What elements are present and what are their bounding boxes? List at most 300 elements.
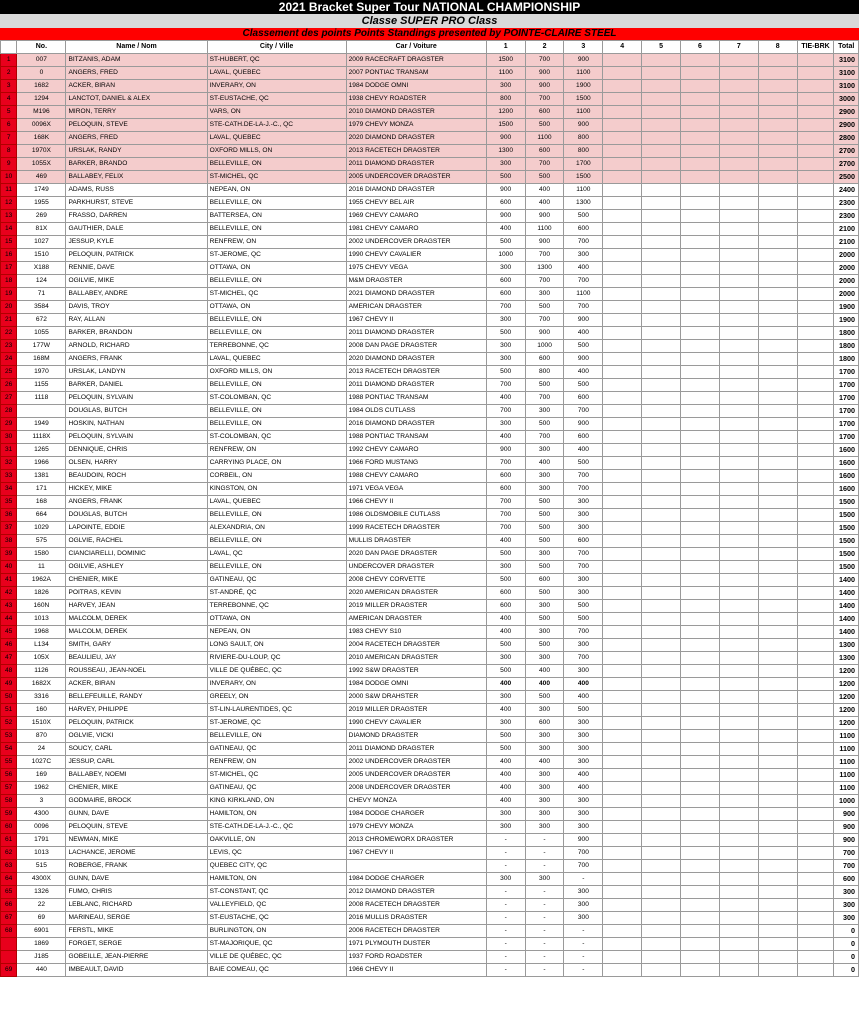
city-cell: BELLEVILLE, ON <box>207 730 346 743</box>
race-3-points-cell: 300 <box>564 756 603 769</box>
race-1-points-cell: 800 <box>486 93 525 106</box>
race-2-points-cell: 600 <box>525 717 564 730</box>
race-6-points-cell <box>681 665 720 678</box>
rank-cell: 49 <box>1 678 17 691</box>
race-3-points-cell: - <box>564 873 603 886</box>
race-6-points-cell <box>681 782 720 795</box>
rank-cell: 18 <box>1 275 17 288</box>
race-4-points-cell <box>603 275 642 288</box>
race-8-points-cell <box>758 80 797 93</box>
race-6-points-cell <box>681 405 720 418</box>
race-2-points-cell: - <box>525 951 564 964</box>
tie-break-cell <box>797 67 834 80</box>
race-4-points-cell <box>603 938 642 951</box>
rank-cell: 42 <box>1 587 17 600</box>
rank-cell: 13 <box>1 210 17 223</box>
race-5-points-cell <box>642 340 681 353</box>
standings-body <box>1 54 859 977</box>
rank-cell: 5 <box>1 106 17 119</box>
race-6-points-cell <box>681 236 720 249</box>
race-5-points-cell <box>642 756 681 769</box>
table-row <box>1 886 859 899</box>
race-7-points-cell <box>719 899 758 912</box>
race-8-points-cell <box>758 392 797 405</box>
driver-name-cell: PELOQUIN, STEVE <box>66 119 207 132</box>
car-number-cell: X188 <box>17 262 66 275</box>
car-cell: 2005 UNDERCOVER DRAGSTER <box>346 769 486 782</box>
race-4-points-cell <box>603 860 642 873</box>
rank-cell: 16 <box>1 249 17 262</box>
city-cell: CORBEIL, ON <box>207 470 346 483</box>
race-7-points-cell <box>719 912 758 925</box>
rank-cell: 11 <box>1 184 17 197</box>
race-1-points-cell: 600 <box>486 470 525 483</box>
car-number-cell: 81X <box>17 223 66 236</box>
driver-name-cell: SMITH, GARY <box>66 639 207 652</box>
tie-break-cell <box>797 106 834 119</box>
race-6-points-cell <box>681 223 720 236</box>
race-1-points-cell: 600 <box>486 197 525 210</box>
table-row <box>1 197 859 210</box>
total-points-cell: 1200 <box>834 691 859 704</box>
driver-name-cell: LAPOINTE, EDDIE <box>66 522 207 535</box>
race-3-points-cell: 300 <box>564 665 603 678</box>
race-6-points-cell <box>681 184 720 197</box>
driver-name-cell: MIRON, TERRY <box>66 106 207 119</box>
race-7-points-cell <box>719 834 758 847</box>
driver-name-cell: PELOQUIN, PATRICK <box>66 249 207 262</box>
race-8-points-cell <box>758 470 797 483</box>
driver-name-cell: RAY, ALLAN <box>66 314 207 327</box>
driver-name-cell: MALCOLM, DEREK <box>66 626 207 639</box>
rank-cell: 34 <box>1 483 17 496</box>
table-row <box>1 275 859 288</box>
race-1-points-cell: 400 <box>486 535 525 548</box>
race-7-points-cell <box>719 561 758 574</box>
race-8-points-cell <box>758 288 797 301</box>
table-row <box>1 795 859 808</box>
race-7-points-cell <box>719 171 758 184</box>
race-1-points-cell: 500 <box>486 574 525 587</box>
race-4-points-cell <box>603 184 642 197</box>
race-1-points-cell: 400 <box>486 678 525 691</box>
driver-name-cell: BEAUDOIN, ROCH <box>66 470 207 483</box>
rank-cell: 55 <box>1 756 17 769</box>
race-7-points-cell <box>719 262 758 275</box>
race-3-points-cell: 1500 <box>564 171 603 184</box>
race-4-points-cell <box>603 613 642 626</box>
car-cell: 1984 DODGE OMNI <box>346 80 486 93</box>
rank-cell: 6 <box>1 119 17 132</box>
total-points-cell: 700 <box>834 847 859 860</box>
rank-cell: 36 <box>1 509 17 522</box>
race-2-points-cell: 1300 <box>525 262 564 275</box>
total-points-cell: 0 <box>834 938 859 951</box>
race-5-points-cell <box>642 145 681 158</box>
car-number-cell: 515 <box>17 860 66 873</box>
table-row <box>1 860 859 873</box>
total-points-cell: 1400 <box>834 600 859 613</box>
race-2-points-cell: 1100 <box>525 132 564 145</box>
race-3-points-cell: 700 <box>564 561 603 574</box>
race-4-points-cell <box>603 67 642 80</box>
total-points-cell: 2700 <box>834 145 859 158</box>
driver-name-cell: ADAMS, RUSS <box>66 184 207 197</box>
race-3-points-cell: 700 <box>564 483 603 496</box>
race-4-points-cell <box>603 808 642 821</box>
total-points-cell: 1200 <box>834 704 859 717</box>
race-2-points-cell: 400 <box>525 678 564 691</box>
car-number-cell: 1126 <box>17 665 66 678</box>
total-points-cell: 1500 <box>834 548 859 561</box>
race-1-points-cell: - <box>486 964 525 977</box>
table-row <box>1 665 859 678</box>
car-cell: 1979 CHEVY MONZA <box>346 119 486 132</box>
race-4-points-cell <box>603 925 642 938</box>
total-points-cell: 1600 <box>834 457 859 470</box>
car-cell: 1999 RACETECH DRAGSTER <box>346 522 486 535</box>
race-6-points-cell <box>681 132 720 145</box>
race-2-points-cell: 600 <box>525 145 564 158</box>
car-cell: AMERICAN DRAGSTER <box>346 613 486 626</box>
race-3-points-cell: 600 <box>564 392 603 405</box>
city-cell: VALLEYFIELD, QC <box>207 899 346 912</box>
driver-name-cell: ANGERS, FRED <box>66 67 207 80</box>
car-cell: CHEVY MONZA <box>346 795 486 808</box>
car-cell: 1937 FORD ROADSTER <box>346 951 486 964</box>
driver-name-cell: GOBEILLE, JEAN-PIERRE <box>66 951 207 964</box>
car-cell: 2013 RACETECH DRAGSTER <box>346 366 486 379</box>
race-7-points-cell <box>719 886 758 899</box>
car-cell: 2013 CHROMEWORX DRAGSTER <box>346 834 486 847</box>
race-4-points-cell <box>603 158 642 171</box>
race-7-points-cell <box>719 288 758 301</box>
race-8-points-cell <box>758 938 797 951</box>
total-points-cell: 1700 <box>834 418 859 431</box>
city-cell: BELLEVILLE, ON <box>207 561 346 574</box>
race-4-points-cell <box>603 457 642 470</box>
race-3-points-cell: 300 <box>564 717 603 730</box>
total-points-cell: 2000 <box>834 275 859 288</box>
car-number-cell: 1118 <box>17 392 66 405</box>
car-cell: 1984 DODGE OMNI <box>346 678 486 691</box>
car-cell: 1988 PONTIAC TRANSAM <box>346 392 486 405</box>
car-cell: 1992 CHEVY CAMARO <box>346 444 486 457</box>
race-1-points-cell: 400 <box>486 756 525 769</box>
car-number-cell: 168M <box>17 353 66 366</box>
city-cell: KING KIRKLAND, ON <box>207 795 346 808</box>
race-5-points-cell <box>642 249 681 262</box>
race-8-points-cell <box>758 561 797 574</box>
race-5-points-cell <box>642 925 681 938</box>
race-6-points-cell <box>681 717 720 730</box>
race-4-points-cell <box>603 704 642 717</box>
race-6-points-cell <box>681 613 720 626</box>
race-5-points-cell <box>642 184 681 197</box>
city-cell: RENFREW, ON <box>207 756 346 769</box>
race-3-points-cell: 700 <box>564 847 603 860</box>
race-7-points-cell <box>719 951 758 964</box>
driver-name-cell: FUMO, CHRIS <box>66 886 207 899</box>
race-8-points-cell <box>758 210 797 223</box>
race-7-points-cell <box>719 145 758 158</box>
race-6-points-cell <box>681 54 720 67</box>
table-row <box>1 548 859 561</box>
race-1-points-cell: 400 <box>486 769 525 782</box>
race-4-points-cell <box>603 392 642 405</box>
table-row <box>1 301 859 314</box>
driver-name-cell: GAUTHIER, DALE <box>66 223 207 236</box>
race-6-points-cell <box>681 691 720 704</box>
race-2-points-cell: 300 <box>525 626 564 639</box>
race-2-points-cell: 500 <box>525 522 564 535</box>
driver-name-cell: ANGERS, FRED <box>66 132 207 145</box>
car-number-cell: 1791 <box>17 834 66 847</box>
race-4-points-cell <box>603 93 642 106</box>
driver-name-cell: JESSUP, CARL <box>66 756 207 769</box>
rank-cell: 68 <box>1 925 17 938</box>
race-6-points-cell <box>681 275 720 288</box>
championship-title: 2021 Bracket Super Tour NATIONAL CHAMPIONSHIP <box>0 0 859 14</box>
race-6-points-cell <box>681 431 720 444</box>
car-cell: 2002 UNDERCOVER DRAGSTER <box>346 236 486 249</box>
tie-break-cell <box>797 522 834 535</box>
race-6-points-cell <box>681 639 720 652</box>
race-7-points-cell <box>719 756 758 769</box>
driver-name-cell: BALLABEY, FELIX <box>66 171 207 184</box>
tie-break-cell <box>797 54 834 67</box>
race-6-points-cell <box>681 80 720 93</box>
race-2-points-cell: 300 <box>525 444 564 457</box>
car-number-cell: 1970 <box>17 366 66 379</box>
total-points-cell: 3100 <box>834 54 859 67</box>
table-row <box>1 847 859 860</box>
driver-name-cell: FERSTL, MIKE <box>66 925 207 938</box>
race-8-points-cell <box>758 496 797 509</box>
city-cell: LAVAL, QUEBEC <box>207 67 346 80</box>
tie-break-cell <box>797 886 834 899</box>
race-8-points-cell <box>758 860 797 873</box>
total-points-cell: 1700 <box>834 431 859 444</box>
car-number-cell: 1027C <box>17 756 66 769</box>
race-8-points-cell <box>758 626 797 639</box>
tie-break-cell <box>797 210 834 223</box>
driver-name-cell: ROUSSEAU, JEAN-NOEL <box>66 665 207 678</box>
race-6-points-cell <box>681 964 720 977</box>
race-3-points-cell: 900 <box>564 418 603 431</box>
table-row <box>1 873 859 886</box>
race-8-points-cell <box>758 119 797 132</box>
city-cell: BELLEVILLE, ON <box>207 158 346 171</box>
driver-name-cell: ROBERGE, FRANK <box>66 860 207 873</box>
race-5-points-cell <box>642 821 681 834</box>
city-cell: NEPEAN, ON <box>207 626 346 639</box>
total-points-cell: 1800 <box>834 340 859 353</box>
table-row <box>1 821 859 834</box>
race-6-points-cell <box>681 457 720 470</box>
rank-cell: 39 <box>1 548 17 561</box>
race-3-points-cell: 900 <box>564 353 603 366</box>
car-number-cell: 1510 <box>17 249 66 262</box>
city-cell: TERREBONNE, QC <box>207 600 346 613</box>
table-row <box>1 769 859 782</box>
car-number-cell: 1826 <box>17 587 66 600</box>
tie-break-cell <box>797 548 834 561</box>
race-4-points-cell <box>603 847 642 860</box>
rank-cell: 24 <box>1 353 17 366</box>
race-7-points-cell <box>719 275 758 288</box>
city-cell: GREELY, ON <box>207 691 346 704</box>
race-6-points-cell <box>681 522 720 535</box>
race-3-points-cell: 500 <box>564 340 603 353</box>
driver-name-cell: DOUGLAS, BUTCH <box>66 405 207 418</box>
race-7-points-cell <box>719 574 758 587</box>
table-row <box>1 899 859 912</box>
race-5-points-cell <box>642 223 681 236</box>
city-cell: ST-MICHEL, QC <box>207 171 346 184</box>
table-row <box>1 249 859 262</box>
race-6-points-cell <box>681 392 720 405</box>
race-3-points-cell: 300 <box>564 821 603 834</box>
total-points-cell: 900 <box>834 808 859 821</box>
race-6-points-cell <box>681 899 720 912</box>
race-2-points-cell: 300 <box>525 600 564 613</box>
race-2-points-cell: 500 <box>525 301 564 314</box>
race-2-points-cell: 700 <box>525 392 564 405</box>
race-1-points-cell: 700 <box>486 379 525 392</box>
race-6-points-cell <box>681 912 720 925</box>
tie-break-cell <box>797 496 834 509</box>
race-2-points-cell: 300 <box>525 743 564 756</box>
city-cell: LAVAL, QC <box>207 548 346 561</box>
car-number-cell: 105X <box>17 652 66 665</box>
driver-name-cell: LACHANCE, JEROME <box>66 847 207 860</box>
table-row <box>1 405 859 418</box>
race-4-points-cell <box>603 171 642 184</box>
race-7-points-cell <box>719 236 758 249</box>
race-8-points-cell <box>758 730 797 743</box>
rank-cell: 56 <box>1 769 17 782</box>
race-8-points-cell <box>758 834 797 847</box>
tie-break-cell <box>797 613 834 626</box>
total-points-cell: 1500 <box>834 561 859 574</box>
total-points-cell: 1600 <box>834 444 859 457</box>
car-cell: 2004 RACETECH DRAGSTER <box>346 639 486 652</box>
total-points-cell: 1000 <box>834 795 859 808</box>
race-7-points-cell <box>719 483 758 496</box>
total-points-cell: 900 <box>834 834 859 847</box>
race-8-points-cell <box>758 522 797 535</box>
race-5-points-cell <box>642 288 681 301</box>
standings-table <box>0 40 859 977</box>
race-4-points-cell <box>603 509 642 522</box>
car-number-cell: 1029 <box>17 522 66 535</box>
car-cell: 1967 CHEVY II <box>346 847 486 860</box>
race-8-points-cell <box>758 54 797 67</box>
race-5-points-cell <box>642 119 681 132</box>
race-8-points-cell <box>758 184 797 197</box>
race-3-points-cell: 300 <box>564 639 603 652</box>
total-points-cell: 1400 <box>834 587 859 600</box>
race-8-points-cell <box>758 301 797 314</box>
race-7-points-cell <box>719 223 758 236</box>
race-4-points-cell <box>603 873 642 886</box>
total-points-cell: 1500 <box>834 496 859 509</box>
race-8-points-cell <box>758 782 797 795</box>
total-points-cell: 1100 <box>834 782 859 795</box>
total-points-cell: 2900 <box>834 119 859 132</box>
car-number-cell: 1970X <box>17 145 66 158</box>
race-8-points-cell <box>758 457 797 470</box>
race-5-points-cell <box>642 782 681 795</box>
city-cell: VILLE DE QUÉBEC, QC <box>207 665 346 678</box>
race-1-points-cell: 600 <box>486 587 525 600</box>
race-6-points-cell <box>681 678 720 691</box>
total-points-cell: 1400 <box>834 613 859 626</box>
race-7-points-cell <box>719 353 758 366</box>
race-6-points-cell <box>681 743 720 756</box>
car-cell: 1984 OLDS CUTLASS <box>346 405 486 418</box>
race-4-points-cell <box>603 769 642 782</box>
tie-break-cell <box>797 184 834 197</box>
race-6-points-cell <box>681 379 720 392</box>
car-number-cell: 71 <box>17 288 66 301</box>
col-header-race-8: 8 <box>758 41 797 54</box>
driver-name-cell: HARVEY, JEAN <box>66 600 207 613</box>
driver-name-cell: HARVEY, PHILIPPE <box>66 704 207 717</box>
driver-name-cell: DENNIQUE, CHRIS <box>66 444 207 457</box>
race-4-points-cell <box>603 756 642 769</box>
rank-cell: 4 <box>1 93 17 106</box>
car-number-cell: 1966 <box>17 457 66 470</box>
race-8-points-cell <box>758 873 797 886</box>
race-8-points-cell <box>758 574 797 587</box>
race-1-points-cell: 1100 <box>486 67 525 80</box>
race-5-points-cell <box>642 600 681 613</box>
city-cell: LAVAL, QUEBEC <box>207 353 346 366</box>
race-6-points-cell <box>681 210 720 223</box>
race-1-points-cell: - <box>486 912 525 925</box>
race-8-points-cell <box>758 132 797 145</box>
rank-cell: 26 <box>1 379 17 392</box>
race-3-points-cell: 300 <box>564 522 603 535</box>
car-cell: 1988 CHEVY CAMARO <box>346 470 486 483</box>
race-6-points-cell <box>681 67 720 80</box>
race-7-points-cell <box>719 873 758 886</box>
class-label: Classe SUPER PRO Class <box>0 14 859 28</box>
race-1-points-cell: 1300 <box>486 145 525 158</box>
race-3-points-cell: 500 <box>564 379 603 392</box>
car-number-cell: 575 <box>17 535 66 548</box>
car-cell: 1971 VEGA VEGA <box>346 483 486 496</box>
rank-cell: 59 <box>1 808 17 821</box>
table-row <box>1 756 859 769</box>
rank-cell: 23 <box>1 340 17 353</box>
race-7-points-cell <box>719 366 758 379</box>
car-cell: 2013 RACETECH DRAGSTER <box>346 145 486 158</box>
race-1-points-cell: 400 <box>486 782 525 795</box>
race-7-points-cell <box>719 691 758 704</box>
tie-break-cell <box>797 418 834 431</box>
total-points-cell: 2500 <box>834 171 859 184</box>
tie-break-cell <box>797 730 834 743</box>
race-1-points-cell: 700 <box>486 496 525 509</box>
car-number-cell: 24 <box>17 743 66 756</box>
city-cell: LAVAL, QUEBEC <box>207 496 346 509</box>
race-2-points-cell: 300 <box>525 548 564 561</box>
driver-name-cell: IMBEAULT, DAVID <box>66 964 207 977</box>
car-cell: 2019 MILLER DRAGSTER <box>346 704 486 717</box>
